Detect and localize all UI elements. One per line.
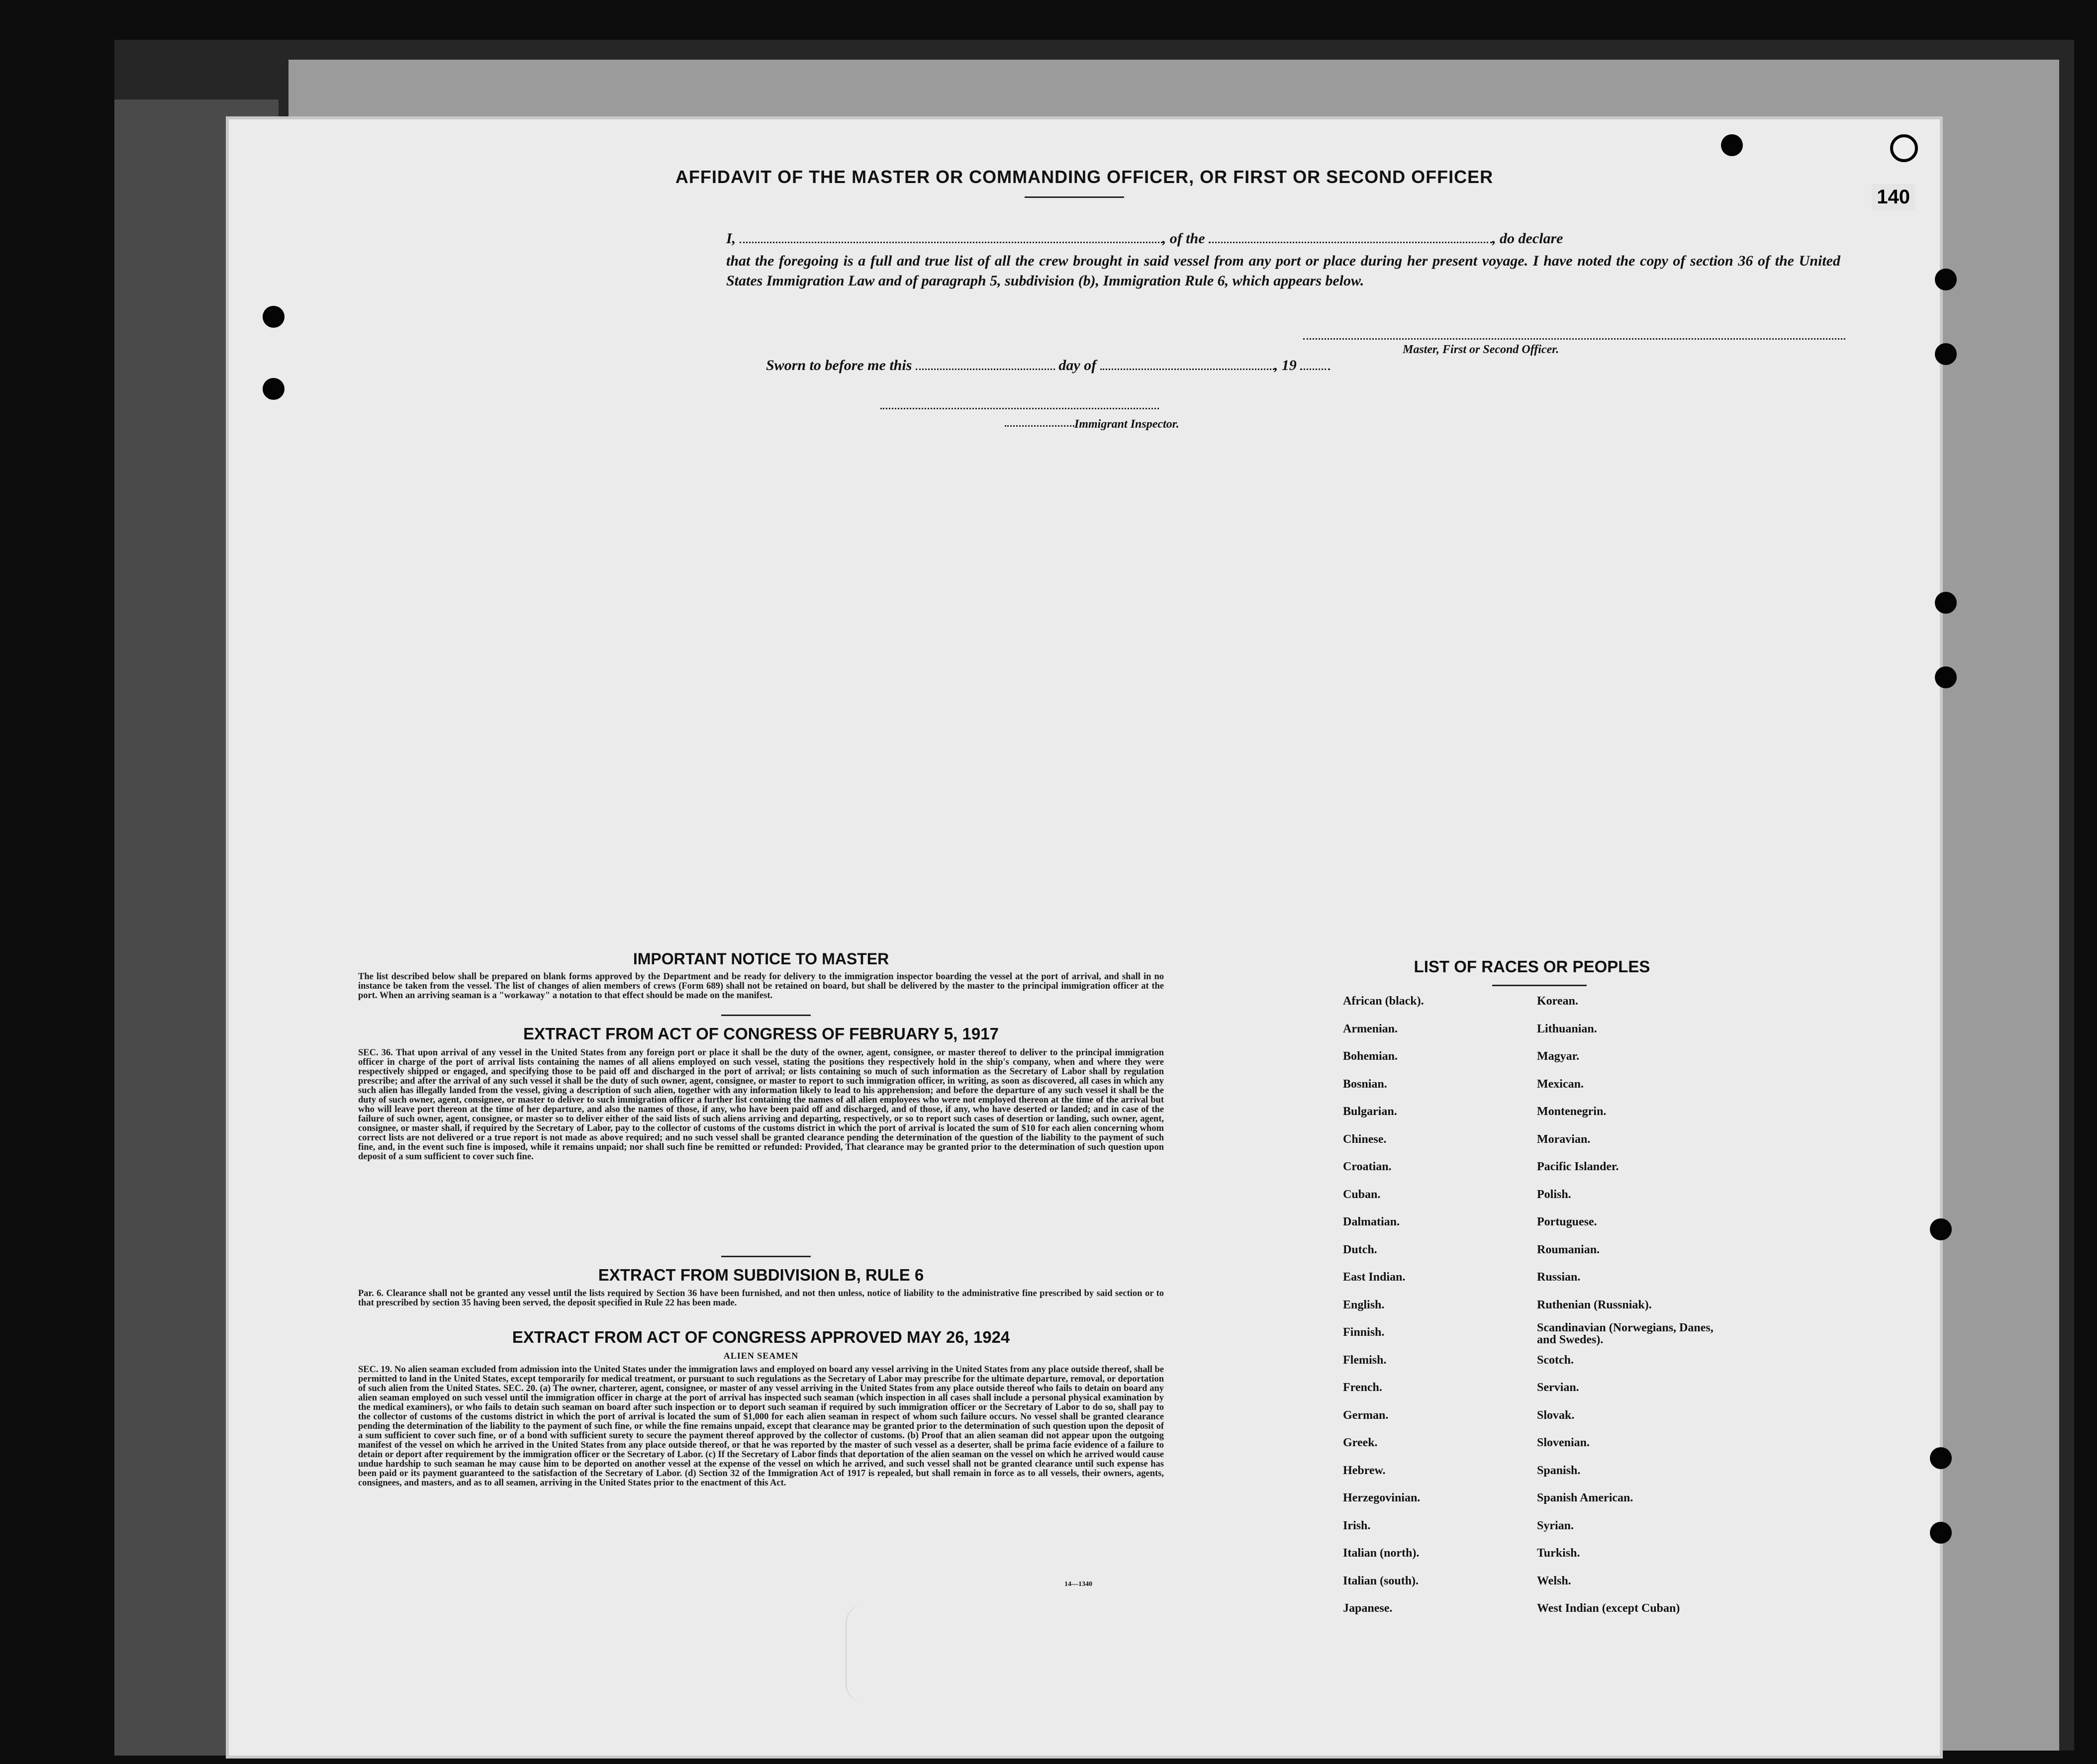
affidavit-declaration-line — [726, 229, 1840, 249]
race-item: Mexican. — [1537, 1077, 1584, 1091]
punch-hole — [1935, 666, 1957, 688]
race-item: Scandinavian (Norwegians, Danes, and Swedes). — [1537, 1321, 1714, 1346]
punch-hole — [263, 306, 285, 328]
race-item: Moravian. — [1537, 1132, 1591, 1146]
race-item: Dalmatian. — [1343, 1215, 1400, 1228]
punch-hole — [1935, 592, 1957, 614]
master-caption: Master, First or Second Officer. — [1403, 343, 1559, 356]
affidavit-title: AFFIDAVIT OF THE MASTER OR COMMANDING OFFICER, OR FIRST OR SECOND OFFICER — [675, 167, 1494, 187]
race-item: Armenian. — [1343, 1022, 1398, 1035]
extract-1924-subtitle: ALIEN SEAMEN — [723, 1351, 799, 1361]
race-item: Montenegrin. — [1537, 1105, 1607, 1118]
races-title: LIST OF RACES OR PEOPLES — [1414, 957, 1650, 976]
punch-hole — [263, 378, 285, 400]
race-item: Syrian. — [1537, 1519, 1574, 1532]
race-item: Polish. — [1537, 1188, 1571, 1201]
page-number: 140 — [1872, 184, 1915, 210]
title-rule — [1025, 196, 1124, 198]
race-item: Japanese. — [1343, 1602, 1393, 1615]
punch-hole — [1930, 1522, 1952, 1544]
declare-suffix: , do declare — [1492, 230, 1563, 247]
race-item: Greek. — [1343, 1436, 1378, 1449]
race-item: Italian (north). — [1343, 1547, 1420, 1560]
notice-text: The list described below shall be prepared on blank forms approved by the Department and be ready for delivery to the immigration inspector boarding the vessel at the port of arrival, and shall in no instance be taken from the vessel. The list of changes of alien members of crews (Form 689) shall not be retained on board, but shall be delivered by the master to the principal immigration officer at the port. When an arriving seaman is a "workaway" a notation to that effect should be made on the manifest. — [358, 972, 1164, 1001]
race-item: Dutch. — [1343, 1243, 1377, 1256]
punch-hole — [1935, 343, 1957, 365]
race-item: West Indian (except Cuban) — [1537, 1602, 1680, 1615]
race-item: Hebrew. — [1343, 1464, 1386, 1477]
race-item: Italian (south). — [1343, 1574, 1419, 1587]
race-item: Slovak. — [1537, 1408, 1575, 1422]
race-item: Bohemian. — [1343, 1050, 1398, 1063]
race-item: African (black). — [1343, 995, 1424, 1008]
race-item: Turkish. — [1537, 1547, 1580, 1560]
sworn-year-prefix: , 19 — [1274, 357, 1297, 373]
punch-hole — [1930, 1447, 1952, 1469]
section-rule — [721, 1256, 811, 1257]
race-item: Korean. — [1537, 995, 1578, 1008]
race-item: Flemish. — [1343, 1353, 1387, 1367]
race-item: Portuguese. — [1537, 1215, 1597, 1228]
race-item: Irish. — [1343, 1519, 1371, 1532]
vessel-name-field[interactable] — [1209, 229, 1492, 243]
race-item: East Indian. — [1343, 1271, 1406, 1284]
notice-title: IMPORTANT NOTICE TO MASTER — [633, 950, 889, 968]
race-item: Ruthenian (Russniak). — [1537, 1298, 1652, 1311]
races-rule — [1492, 985, 1587, 986]
punch-hole — [1721, 134, 1743, 156]
extract-1924-text: SEC. 19. No alien seaman excluded from admission into the United States under the immigration laws and employed on board any vessel arriving in the United States from any place outside thereof, shall be permitted to land in the United States, except temporarily for medical treatment, or pursuant to such regulations as the Secretary of Labor may prescribe for the ultimate departure, removal, or deportation of such alien from the United States. SEC. 20. (a) The owner, charterer, agent, consignee, or master of any vessel arriving in the United States from any place outside thereof who fails to detain on board any alien seaman employed on such vessel until the immigration officer in charge at the port of arrival has inspected such seaman (which inspection in all cases shall include a personal physical examination by the medical examiners), or who fails to detain such seaman on board after such inspection or to deport such seaman if required by such immigration officer or the Secretary of Labor to do so, shall pay to the collector of customs of the customs district in which the port of arrival is located the sum of $1,000 for each alien seaman in respect of whom such failure occurs. No vessel shall be granted clearance pending the determination of the liability to the payment of such fine, or while the fine remains unpaid, except that clearance may be granted prior to the determination of such question upon the deposit of a sum sufficient to cover such fine, or of a bond with sufficient surety to secure the payment thereof approved by the collector of customs. (b) Proof that an alien seaman did not appear upon the outgoing manifest of the vessel on which he arrived in the United States from any place outside thereof, or that he was reported by the master of such vessel as a deserter, shall be prima facie evidence of a failure to detain or deport after requirement by the immigration officer or the Secretary of Labor. (c) If the Secretary of Labor finds that deportation of the alien seaman on the vessel on which he arrived would cause undue hardship to such seaman he may cause him to be deported on another vessel at the expense of the vessel on which he arrived, and such vessel shall not be granted clearance until such expense has been paid or its payment guaranteed to the satisfaction of the Secretary of Labor. (d) Section 32 of the Immigration Act of 1917 is repealed, but shall remain in force as to all vessels, their owners, agents, consignees, and masters, and as to all seamen, arriving in the United States prior to the enactment of this Act. — [358, 1365, 1164, 1488]
section-rule — [721, 1015, 811, 1016]
affidavit-page — [229, 119, 1940, 1756]
vessel-prefix: , of the — [1162, 230, 1205, 247]
race-item: Slovenian. — [1537, 1436, 1590, 1449]
extract-1917-text: SEC. 36. That upon arrival of any vessel in the United States from any foreign port or place it shall be the duty of the owner, agent, consignee, or master thereof to deliver to the principal immigration officer in charge of the port of arrival lists containing the names of all aliens employed on such vessel, stating the positions they respectively hold in the ship's company, when and where they were respectively shipped or engaged, and specifying those to be paid off and discharged in the port of arrival; or lists containing so much of such information as the Secretary of Labor shall by regulation prescribe; and after the arrival of any such vessel it shall be the duty of such owner, agent, consignee, or master to report to such immigration officer, in writing, as soon as discovered, all cases in which any such alien has illegally landed from the vessel, giving a description of such alien, together with any information likely to lead to his apprehension; and before the departure of any such vessel it shall be the duty of such owner, agent, consignee, or master to deliver to such immigration officer a further list containing the names of all alien employees who were not employed thereon at the time of the arrival but who will leave port thereon at the time of her departure, and also the names of those, if any, who have been paid off and discharged, and of those, if any, who have deserted or landed; and in case of the failure of such owner, agent, consignee, or master so to deliver either of the said lists of such aliens arriving and departing, respectively, or so to report such cases of desertion or landing, such owner, agent, consignee, or master shall, if required by the Secretary of Labor, pay to the collector of customs of the customs district in which the port of arrival is located the sum of $10 for each alien concerning whom correct lists are not delivered or a true report is not made as above required; and no such vessel shall be granted clearance pending the determination of the question of the liability to the payment of such fine, and, in the event such fine is imposed, while it remains unpaid; nor shall such fine be remitted or refunded: Provided, That clearance may be granted prior to the determination of such question upon deposit of a sum sufficient to cover such fine. — [358, 1048, 1164, 1162]
race-item: Magyar. — [1537, 1050, 1580, 1063]
form-number: 14—1340 — [1064, 1580, 1092, 1588]
race-item: Servian. — [1537, 1381, 1579, 1394]
inspector-signature-line[interactable] — [880, 408, 1159, 409]
race-item: Cuban. — [1343, 1188, 1381, 1201]
race-item: Roumanian. — [1537, 1243, 1600, 1256]
extract-rule6-text: Par. 6. Clearance shall not be granted any vessel until the lists required by Section 36 have been furnished, and not then unless, notice of liability to the administrative fine prescribed by said section or to that prescribed by section 35 having been served, the deposit specified in Rule 22 has been made. — [358, 1289, 1164, 1308]
race-item: Pacific Islander. — [1537, 1160, 1619, 1173]
race-item: French. — [1343, 1381, 1382, 1394]
race-item: Finnish. — [1343, 1326, 1385, 1339]
sworn-prefix: Sworn to before me this — [766, 357, 912, 373]
race-item: Croatian. — [1343, 1160, 1392, 1173]
extract-1917-title: EXTRACT FROM ACT OF CONGRESS OF FEBRUARY 5, 1917 — [523, 1024, 999, 1043]
sworn-dayof: day of — [1058, 357, 1097, 373]
affidavit-body: that the foregoing is a full and true list of all the crew brought in said vessel from any port or place during her present voyage. I have noted the copy of section 36 of the United States Immigration Law and of paragraph 5, subdivision (b), Immigration Rule 6, which appears below. — [726, 253, 1840, 289]
sworn-line — [766, 356, 1880, 375]
sworn-day-field[interactable] — [916, 356, 1055, 370]
inspector-dotted-leader — [1005, 425, 1074, 427]
race-item: Spanish American. — [1537, 1491, 1633, 1504]
race-item: Chinese. — [1343, 1132, 1387, 1146]
race-item: Russian. — [1537, 1271, 1581, 1284]
race-item: Welsh. — [1537, 1574, 1571, 1587]
extract-rule6-title: EXTRACT FROM SUBDIVISION B, RULE 6 — [598, 1266, 924, 1284]
faint-stamp-mark — [846, 1604, 886, 1703]
master-signature-line[interactable] — [1303, 338, 1845, 340]
race-item: English. — [1343, 1298, 1385, 1311]
race-item: Bulgarian. — [1343, 1105, 1397, 1118]
sworn-year-field[interactable] — [1300, 356, 1330, 370]
race-item: German. — [1343, 1408, 1389, 1422]
race-item: Spanish. — [1537, 1464, 1581, 1477]
race-item: Lithuanian. — [1537, 1022, 1597, 1035]
sworn-month-field[interactable] — [1100, 356, 1274, 370]
race-item: Herzegovinian. — [1343, 1491, 1421, 1504]
punch-hole — [1930, 1218, 1952, 1240]
punch-hole — [1935, 269, 1957, 290]
declarant-name-field[interactable] — [740, 229, 1162, 243]
punch-hole — [1890, 134, 1918, 162]
race-item: Bosnian. — [1343, 1077, 1387, 1091]
declarant-prefix: I, — [726, 230, 736, 247]
race-item: Scotch. — [1537, 1353, 1574, 1367]
inspector-caption: Immigrant Inspector. — [1074, 418, 1179, 431]
extract-1924-title: EXTRACT FROM ACT OF CONGRESS APPROVED MAY 26, 1924 — [512, 1328, 1010, 1346]
